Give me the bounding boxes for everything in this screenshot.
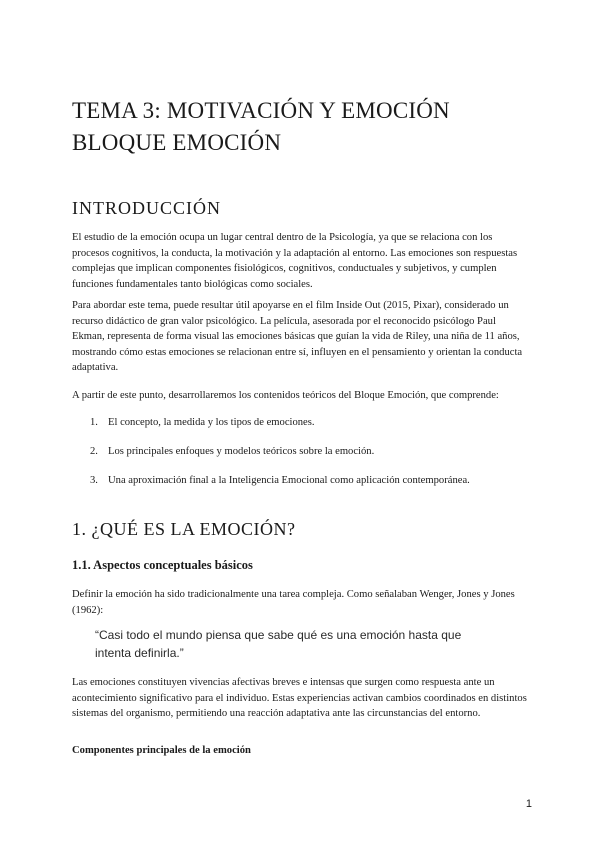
list-item-number: 2. [90,446,98,457]
title-line-1: TEMA 3: MOTIVACIÓN Y EMOCIÓN [72,98,450,123]
document-title [72,95,542,159]
intro-paragraph-1: El estudio de la emoción ocupa un lugar central dentro de la Psicología, ya que se relaciona con los procesos cognitivos, la conducta, la motivación y la adaptación al entorno. Las emociones son respuestas complejas que implican componentes fisiológicos, cognitivos, conductuales y subjetivos, y cumplen funciones fundamentales tanto biológicas como sociales. [72,232,518,290]
list-item [90,415,315,430]
intro-heading: INTRODUCCIÓN [72,198,221,218]
list-item-number: 3. [90,475,98,486]
components-heading: Componentes principales de la emoción [72,745,251,756]
list-item-text: Una aproximación final a la Inteligencia Emocional como aplicación contemporánea. [108,475,470,486]
list-item [90,473,470,488]
list-item-number: 1. [90,417,98,428]
intro-paragraph-2: Para abordar este tema, puede resultar útil apoyarse en el film Inside Out (2015, Pixar), considerado un recurso didáctico de gran valor psicológico. La película, asesorada por el reconocido psicólogo Paul Ekman, representa de forma visual las emociones básicas que guían la vida de Riley, una niña de 11 años, mostrando cómo estas emociones se relacionan entre sí, influyen en el pensamiento y orientan la conducta adaptativa. [72,300,523,374]
list-item [90,444,374,459]
section-1-paragraph-1: Definir la emoción ha sido tradicionalmente una tarea compleja. Como señalaban Wenger, Jones y Jones (1962): [72,589,515,616]
list-item-text: Los principales enfoques y modelos teóricos sobre la emoción. [108,446,375,457]
list-item-text: El concepto, la medida y los tipos de emociones. [108,417,315,428]
subsection-heading: 1.1. Aspectos conceptuales básicos [72,558,253,572]
title-line-2: BLOQUE EMOCIÓN [72,130,282,155]
section-1-heading: 1. ¿QUÉ ES LA EMOCIÓN? [72,519,296,539]
page-number: 1 [525,798,532,810]
intro-paragraph-3: A partir de este punto, desarrollaremos los contenidos teóricos del Bloque Emoción, que comprende: [72,390,499,401]
section-1-paragraph-2: Las emociones constituyen vivencias afectivas breves e intensas que surgen como respuesta ante un acontecimiento significativo para el individuo. Estas experiencias activan cambios coordinados en distintos sistemas del organismo, permitiendo una reacción adaptativa ante las circunstancias del entorno. [72,677,527,720]
quote: “Casi todo el mundo piensa que sabe qué es una emoción hasta que intenta definirla.” [95,628,462,660]
